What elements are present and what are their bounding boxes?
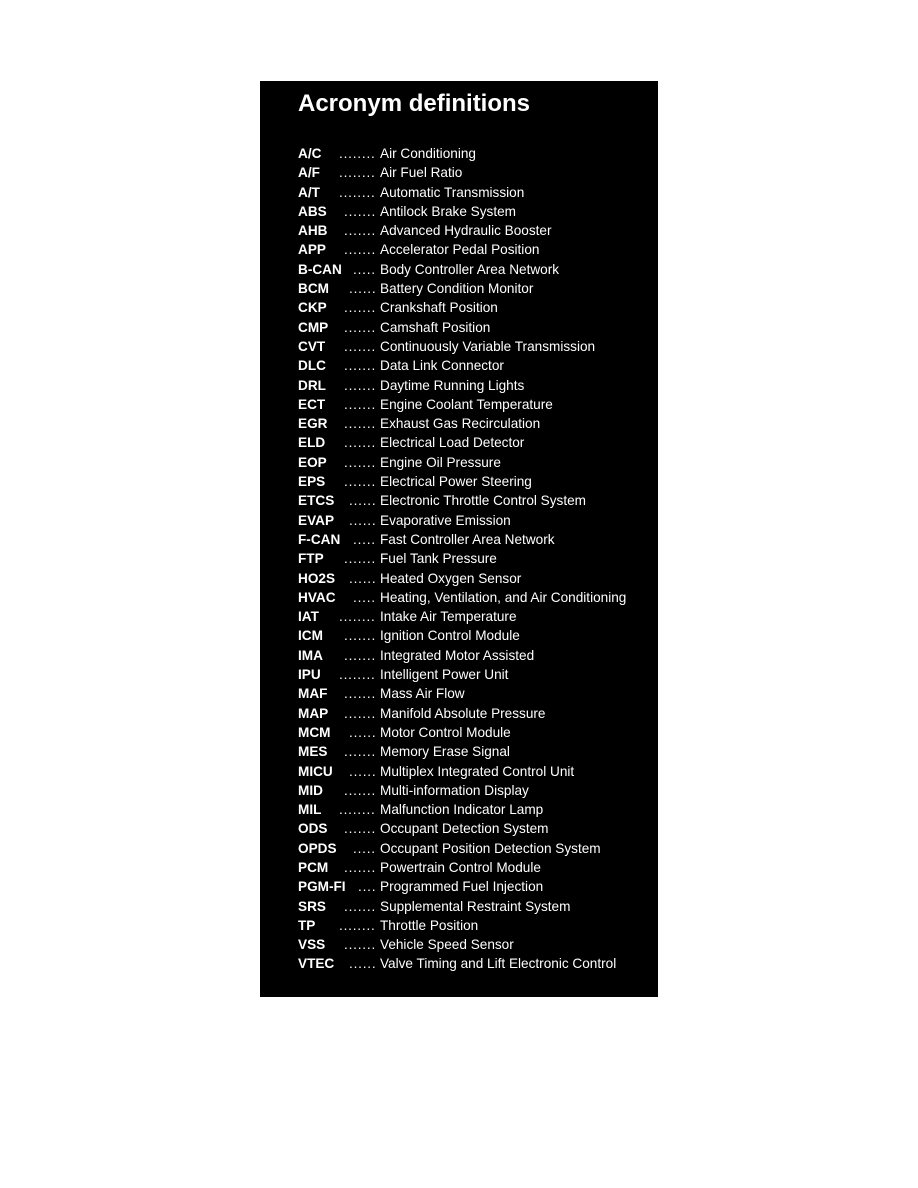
dot-leader: ..... — [353, 589, 376, 605]
dot-leader: ........ — [339, 184, 376, 200]
dot-leader: ...... — [349, 763, 377, 779]
acronym-definition: Continuously Variable Transmission — [380, 338, 596, 354]
acronym-term: CVT — [298, 338, 326, 354]
dot-leader: ........ — [339, 802, 376, 818]
list-item — [298, 183, 638, 202]
acronym-definition: Multi-information Display — [380, 782, 529, 798]
dot-leader: ....... — [344, 396, 377, 412]
acronym-term: A/T — [298, 184, 320, 200]
list-item — [298, 279, 638, 298]
list-item — [298, 511, 638, 530]
acronym-definition: Fuel Tank Pressure — [380, 551, 497, 567]
list-item — [298, 684, 638, 703]
dot-leader: ...... — [349, 570, 377, 586]
acronym-panel — [260, 81, 658, 997]
dot-leader: ....... — [344, 551, 377, 567]
acronym-definition: Antilock Brake System — [380, 203, 516, 219]
dot-leader: ..... — [353, 840, 376, 856]
acronym-definition: Crankshaft Position — [380, 300, 498, 316]
acronym-definition: Occupant Detection System — [380, 821, 549, 837]
dot-leader: ....... — [344, 474, 377, 490]
list-item — [298, 318, 638, 337]
acronym-term: MAF — [298, 686, 328, 702]
dot-leader: ....... — [344, 203, 377, 219]
list-item — [298, 260, 638, 279]
acronym-definition: Mass Air Flow — [380, 686, 465, 702]
list-item — [298, 954, 638, 973]
dot-leader: ....... — [344, 223, 377, 239]
acronym-term: APP — [298, 242, 326, 258]
dot-leader: ....... — [344, 821, 377, 837]
acronym-definition: Accelerator Pedal Position — [380, 242, 540, 258]
acronym-definition: Body Controller Area Network — [380, 261, 560, 277]
acronym-term: MIL — [298, 802, 322, 818]
dot-leader: ...... — [349, 956, 377, 972]
acronym-term: ODS — [298, 821, 328, 837]
acronym-term: AHB — [298, 223, 328, 239]
list-item — [298, 607, 638, 626]
acronym-term: FTP — [298, 551, 324, 567]
acronym-definition: Fast Controller Area Network — [380, 531, 555, 547]
acronym-definition: Motor Control Module — [380, 724, 511, 740]
dot-leader: ........ — [339, 917, 376, 933]
acronym-definition: Vehicle Speed Sensor — [380, 937, 514, 953]
list-item — [298, 298, 638, 317]
list-item — [298, 626, 638, 645]
acronym-definition: Engine Coolant Temperature — [380, 396, 553, 412]
acronym-term: IPU — [298, 667, 321, 683]
dot-leader: ....... — [344, 937, 377, 953]
list-item — [298, 781, 638, 800]
dot-leader: ....... — [344, 686, 377, 702]
dot-leader: ..... — [353, 261, 376, 277]
list-item — [298, 376, 638, 395]
list-item — [298, 839, 638, 858]
list-item — [298, 530, 638, 549]
dot-leader: ....... — [344, 377, 377, 393]
acronym-term: ETCS — [298, 493, 335, 509]
dot-leader: ....... — [344, 744, 377, 760]
acronym-definition: Electrical Load Detector — [380, 435, 525, 451]
acronym-term: EOP — [298, 454, 327, 470]
list-item — [298, 202, 638, 221]
list-item — [298, 800, 638, 819]
page-title: Acronym definitions — [298, 90, 531, 117]
acronym-term: EVAP — [298, 512, 335, 528]
dot-leader: ....... — [344, 782, 377, 798]
acronym-definition: Daytime Running Lights — [380, 377, 525, 393]
acronym-definition: Automatic Transmission — [380, 184, 525, 200]
list-item — [298, 762, 638, 781]
list-item — [298, 897, 638, 916]
acronym-definition: Heated Oxygen Sensor — [380, 570, 522, 586]
list-item — [298, 916, 638, 935]
acronym-term: VSS — [298, 937, 326, 953]
acronym-term: TP — [298, 917, 316, 933]
acronym-definition: Camshaft Position — [380, 319, 491, 335]
dot-leader: ....... — [344, 300, 377, 316]
list-item — [298, 395, 638, 414]
acronym-definition: Intelligent Power Unit — [380, 667, 509, 683]
dot-leader: ........ — [339, 667, 376, 683]
acronym-term: CMP — [298, 319, 329, 335]
acronym-term: MAP — [298, 705, 329, 721]
acronym-definition: Supplemental Restraint System — [380, 898, 571, 914]
dot-leader: ....... — [344, 319, 377, 335]
list-item — [298, 665, 638, 684]
list-item — [298, 240, 638, 259]
list-item — [298, 453, 638, 472]
acronym-definition: Battery Condition Monitor — [380, 281, 534, 297]
acronym-definition: Data Link Connector — [380, 358, 504, 374]
dot-leader: ....... — [344, 705, 377, 721]
acronym-term: EPS — [298, 474, 326, 490]
dot-leader: ...... — [349, 493, 377, 509]
acronym-term: DLC — [298, 358, 326, 374]
acronym-term: B-CAN — [298, 261, 342, 277]
acronym-definition: Occupant Position Detection System — [380, 840, 601, 856]
acronym-term: A/F — [298, 165, 320, 181]
list-item — [298, 646, 638, 665]
acronym-term: OPDS — [298, 840, 337, 856]
dot-leader: ........ — [339, 609, 376, 625]
acronym-definition: Electrical Power Steering — [380, 474, 532, 490]
acronym-definition: Air Conditioning — [380, 146, 476, 161]
list-item — [298, 163, 638, 182]
acronym-term: HO2S — [298, 570, 336, 586]
list-item — [298, 858, 638, 877]
dot-leader: ...... — [349, 724, 377, 740]
acronym-definition: Throttle Position — [380, 917, 479, 933]
acronym-term: MICU — [298, 763, 333, 779]
acronym-definition: Intake Air Temperature — [380, 609, 517, 625]
acronym-term: CKP — [298, 300, 327, 316]
dot-leader: ........ — [339, 146, 376, 161]
dot-leader: ....... — [344, 454, 377, 470]
acronym-definition: Evaporative Emission — [380, 512, 511, 528]
list-item — [298, 144, 638, 163]
dot-leader: ...... — [349, 512, 377, 528]
dot-leader: ........ — [339, 165, 376, 181]
list-item — [298, 588, 638, 607]
acronym-definition: Ignition Control Module — [380, 628, 520, 644]
acronym-term: ELD — [298, 435, 326, 451]
list-item — [298, 742, 638, 761]
acronym-definition: Multiplex Integrated Control Unit — [380, 763, 575, 779]
list-item — [298, 569, 638, 588]
acronym-definition: Electronic Throttle Control System — [380, 493, 586, 509]
dot-leader: ....... — [344, 859, 377, 875]
list-item — [298, 935, 638, 954]
list-item — [298, 704, 638, 723]
acronym-term: ECT — [298, 396, 326, 412]
acronym-term: F-CAN — [298, 531, 341, 547]
acronym-definition: Advanced Hydraulic Booster — [380, 223, 552, 239]
dot-leader: ....... — [344, 647, 377, 663]
acronym-term: MID — [298, 782, 323, 798]
acronym-definition: Heating, Ventilation, and Air Conditioning — [380, 589, 627, 605]
dot-leader: .... — [358, 879, 377, 895]
list-item — [298, 414, 638, 433]
dot-leader: ....... — [344, 242, 377, 258]
dot-leader: ....... — [344, 416, 377, 432]
list-item — [298, 491, 638, 510]
list-item — [298, 337, 638, 356]
dot-leader: ....... — [344, 338, 377, 354]
acronym-list — [298, 144, 638, 974]
acronym-definition: Air Fuel Ratio — [380, 165, 463, 181]
list-item — [298, 433, 638, 452]
acronym-term: MCM — [298, 724, 331, 740]
acronym-definition: Manifold Absolute Pressure — [380, 705, 546, 721]
acronym-term: DRL — [298, 377, 326, 393]
acronym-definition: Malfunction Indicator Lamp — [380, 802, 544, 818]
dot-leader: ...... — [349, 281, 377, 297]
acronym-definition: Integrated Motor Assisted — [380, 647, 535, 663]
acronym-term: A/C — [298, 146, 322, 161]
list-item — [298, 472, 638, 491]
acronym-term: ABS — [298, 203, 327, 219]
acronym-definition: Powertrain Control Module — [380, 859, 541, 875]
acronym-term: SRS — [298, 898, 326, 914]
acronym-definition: Exhaust Gas Recirculation — [380, 416, 541, 432]
acronym-term: HVAC — [298, 589, 336, 605]
acronym-term: BCM — [298, 281, 329, 297]
list-item — [298, 877, 638, 896]
list-item — [298, 723, 638, 742]
list-item — [298, 356, 638, 375]
dot-leader: ....... — [344, 628, 377, 644]
dot-leader: ....... — [344, 358, 377, 374]
list-item — [298, 221, 638, 240]
acronym-term: IAT — [298, 609, 319, 625]
acronym-term: EGR — [298, 416, 328, 432]
dot-leader: ....... — [344, 435, 377, 451]
acronym-term: VTEC — [298, 956, 335, 972]
list-item — [298, 549, 638, 568]
acronym-definition: Valve Timing and Lift Electronic Control — [380, 956, 617, 972]
acronym-definition: Engine Oil Pressure — [380, 454, 501, 470]
acronym-definition: Programmed Fuel Injection — [380, 879, 544, 895]
acronym-term: PCM — [298, 859, 329, 875]
acronym-term: ICM — [298, 628, 323, 644]
list-item — [298, 819, 638, 838]
dot-leader: ..... — [353, 531, 376, 547]
acronym-definition: Memory Erase Signal — [380, 744, 510, 760]
acronym-term: MES — [298, 744, 328, 760]
dot-leader: ....... — [344, 898, 377, 914]
acronym-term: IMA — [298, 647, 323, 663]
acronym-term: PGM-FI — [298, 879, 346, 895]
